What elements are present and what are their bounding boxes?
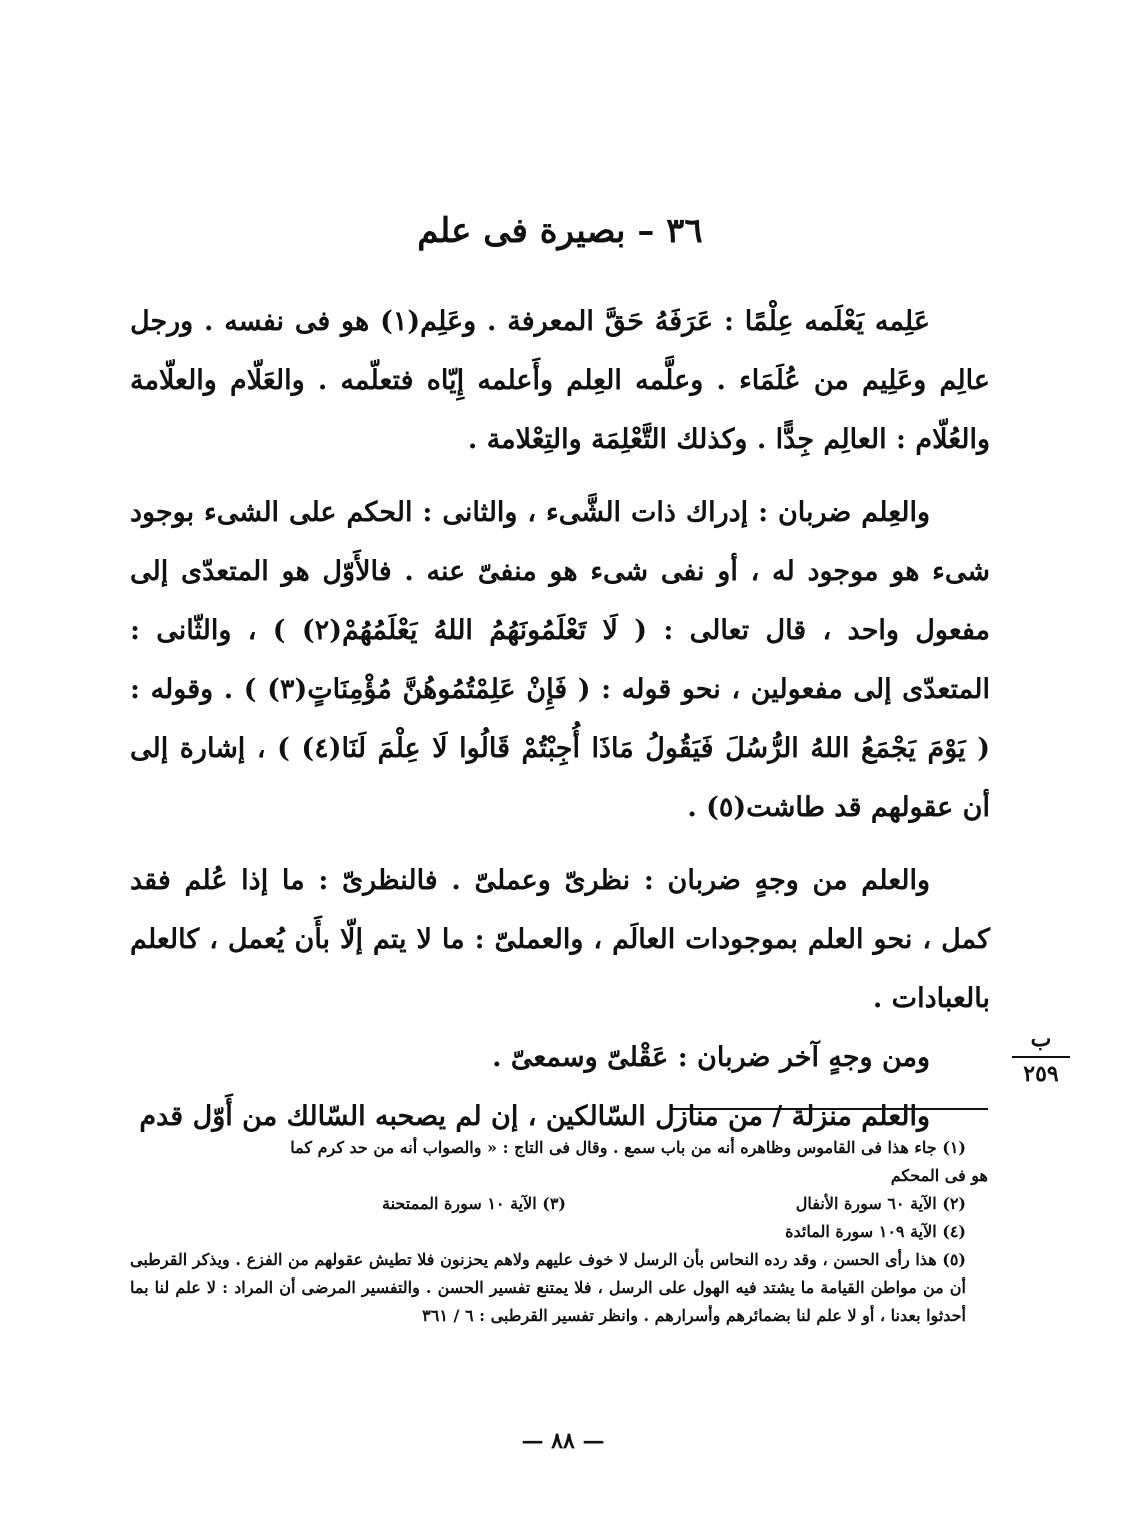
paragraph-theoretical-practical: والعلم من وجهٍ ضربان : نظرىّ وعملىّ . فالنظرىّ : ما إذا عُلم فقد كمل ، نحو العلم بموجودات العالَم ، والعملىّ : ما لا يتم إلّا بأَن يُعمل ، كالعلم بالعبادات . bbox=[130, 865, 990, 1014]
footnote-2: (٢) الآية ٦٠ سورة الأنفال bbox=[795, 1194, 966, 1213]
folio-divider bbox=[1012, 1056, 1070, 1058]
footnote-4: (٤) الآية ١٠٩ سورة المائدة bbox=[785, 1222, 966, 1241]
page-number: — ٨٨ — bbox=[521, 1428, 605, 1454]
footnote-3: (٣) الآية ١٠ سورة الممتحنة bbox=[382, 1194, 566, 1213]
paragraph-definition: عَلِمه يَعْلَمه عِلْمًا : عَرَفَهُ حَقَّ المعرفة . وعَلِم(١) هو فى نفسه . ورجل عالِم وعَلِيم من عُلَمَاء . وعلَّمه العِلم وأَعلمه إِيّاه فتعلّمه . والعَلّام والعلّامة والعُلّام : العالِم جِدًّا . وكذلك التَّعْلِمَة والتِعْلامة . bbox=[130, 306, 990, 455]
chapter-title: ٣٦ – بصيرة فى علم bbox=[417, 211, 703, 251]
main-text bbox=[130, 292, 990, 1146]
footnote-row-2-3 bbox=[130, 1190, 988, 1218]
folio-side-letter: ب bbox=[1030, 1026, 1052, 1052]
footnote-1: (١) جاء هذا فى القاموس وظاهره أنه من باب سمع . وقال فى التاج : « والصواب أنه من حد كرم كما bbox=[290, 1138, 966, 1157]
paragraph-station: والعلم منزلة / من منازل السّالكين ، إن لم يصحبه السّالك من أَوّل قدم bbox=[139, 1101, 930, 1132]
paragraph-two-kinds: والعِلم ضربان : إدراك ذات الشَّىء ، والثانى : الحكم على الشىء بوجود شىء هو موجود له ، أو نفى شىء هو منفىّ عنه . فالأَوّل هو المتعدّى إلى مفعول واحد ، قال تعالى : ( لَا تَعْلَمُونَهُمُ اللهُ يَعْلَمُهُمْ(٢) ) ، والثّانى : المتعدّى إلى مفعولين ، نحو قوله : ( فَإِنْ عَلِمْتُمُوهُنَّ مُؤْمِنَاتٍ(٣) ) . وقوله : ( يَوْمَ يَجْمَعُ اللهُ الرُّسُلَ فَيَقُولُ مَاذَا أُجِبْتُمْ قَالُوا لَا عِلْمَ لَنَا(٤) ) ، إشارة إلى أن عقولهم قد طاشت(٥) . bbox=[130, 497, 990, 823]
footnotes bbox=[130, 1134, 988, 1330]
footnote-1-continued: هو فى المحكم bbox=[890, 1166, 988, 1185]
footnote-separator bbox=[672, 1108, 988, 1110]
footnote-5: (٥) هذا رأى الحسن ، وقد رده النحاس بأن الرسل لا خوف عليهم ولاهم يحزنون فلا تطيش عقولهم من الفزع . ويذكر القرطبى أن من مواطن القيامة ما يشتد فيه الهول على الرسل ، فلا يمتنع تفسير الحسن . والتفسير المرضى أن المراد : لا علم لنا بما أحدثوا بعدنا ، أو لا علم لنا بضمائرهم وأسرارهم . وانظر تفسير القرطبى : ٦ / ٣٦١ bbox=[130, 1250, 966, 1325]
paragraph-rational-heard: ومن وجهٍ آخر ضربان : عَقْلىّ وسمعىّ . bbox=[492, 1042, 930, 1073]
folio-number: ٢٥٩ bbox=[1023, 1061, 1059, 1087]
manuscript-folio-reference bbox=[1008, 1024, 1074, 1088]
